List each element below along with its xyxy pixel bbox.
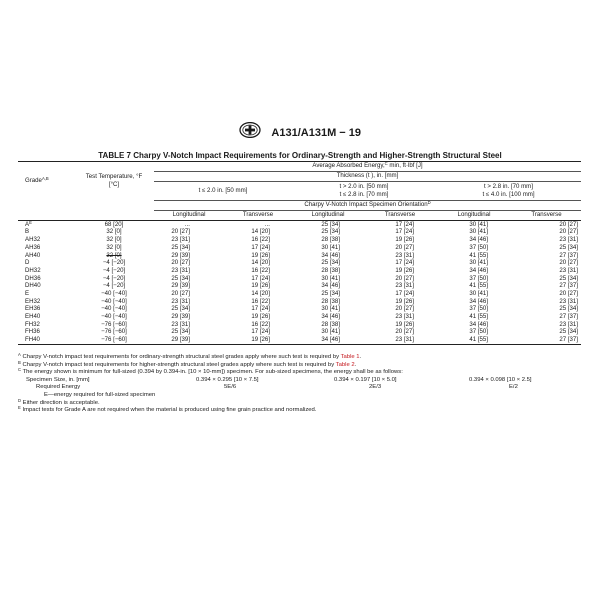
energy-value-cell: 25 [34] [171, 328, 190, 336]
energy-value-cell: 34 [46] [321, 282, 340, 290]
table-2-link[interactable]: Table 2 [335, 361, 355, 368]
astm-logo-icon [239, 122, 261, 143]
energy-value-cell: 23 [31] [395, 282, 414, 290]
energy-value-cell: 20 [27] [559, 228, 578, 236]
energy-value-cell: 34 [46] [321, 313, 340, 321]
test-temperature-cell: −4 [−20] [102, 266, 126, 274]
energy-value-cell: 23 [31] [559, 320, 578, 328]
energy-value-cell: 34 [46] [321, 251, 340, 259]
energy-definition: E—energy required for full-sized specimen [44, 391, 156, 398]
energy-value-cell: 28 [38] [321, 297, 340, 305]
header-thickness-range-2: t > 2.0 in. [50 mm] t ≤ 2.8 in. [70 mm] [292, 182, 436, 201]
grade-cell: AH36 [25, 243, 41, 251]
energy-value-cell: 25 [34] [321, 289, 340, 297]
table-body [18, 221, 581, 345]
grade-cell: EH32 [25, 297, 41, 305]
energy-value-cell: 23 [31] [171, 236, 190, 244]
header-orientation-longitudinal: Longitudinal [154, 211, 224, 221]
grade-cell: FH32 [25, 320, 40, 328]
energy-value-cell: 29 [39] [154, 336, 224, 344]
energy-value-cell: 19 [26] [224, 336, 292, 344]
energy-value-cell: 34 [46] [292, 336, 364, 344]
energy-value-cell: 25 [34] [559, 305, 578, 313]
energy-value-cell: 30 [41] [469, 259, 488, 267]
footnotes [18, 354, 583, 415]
test-temperature-cell: −76 [−60] [101, 320, 127, 328]
footnote-d: $^D$ Either direction is acceptable. [18, 397, 100, 406]
energy-value-cell: 20 [27] [559, 220, 578, 228]
energy-value-cell: 29 [39] [171, 251, 190, 259]
energy-value-cell: 16 [22] [251, 320, 270, 328]
energy-value-cell: 23 [31] [171, 297, 190, 305]
energy-value-cell: 28 [38] [321, 266, 340, 274]
energy-value-cell: 20 [27] [171, 289, 190, 297]
energy-value-cell: 37 [50] [469, 328, 488, 336]
table-row [18, 221, 581, 229]
table-1-link[interactable]: Table 1 [340, 354, 360, 360]
test-temperature-cell: 32 [0] [106, 243, 122, 251]
energy-value-cell: 30 [41] [469, 228, 488, 236]
energy-value-cell: 28 [38] [321, 320, 340, 328]
header-orientation-transverse: Transverse [364, 211, 436, 221]
energy-value-cell: 29 [39] [171, 313, 190, 321]
table-row [18, 236, 581, 244]
energy-value-cell: 34 [46] [469, 320, 488, 328]
energy-value-cell: 23 [31] [171, 266, 190, 274]
test-temperature-cell: 32 [0] [106, 251, 122, 259]
grade-cell: B [25, 228, 30, 236]
footnote-b: $^B$ Charpy V-notch impact test requirements for higher-strength structural steel grades apply where such test is required by Table 2. [18, 359, 357, 368]
footnote-a: $^A$ Charpy V-notch impact test requirements for ordinary-strength structural steel grades apply where such test is required by Table 1. [18, 352, 362, 360]
test-temperature-cell: −40 [−40] [101, 289, 127, 297]
grade-cell: FH40 [18, 336, 74, 344]
energy-value-cell: 20 [27] [395, 305, 414, 313]
grade-cell: DH36 [25, 274, 41, 282]
energy-value-cell: 17 [24] [395, 289, 414, 297]
energy-value-cell: 30 [41] [321, 328, 340, 336]
energy-value-cell: 20 [27] [171, 228, 190, 236]
table-row [18, 244, 581, 252]
energy-value-cell: 30 [41] [469, 220, 488, 228]
energy-value-cell: 28 [38] [321, 236, 340, 244]
energy-value-cell: 25 [34] [321, 228, 340, 236]
test-temperature-cell: −40 [−40] [101, 313, 127, 321]
document-designation: A131/A131M − 19 [271, 126, 362, 139]
energy-value-cell: 20 [27] [395, 243, 414, 251]
energy-value-cell: 25 [34] [171, 305, 190, 313]
energy-value-cell: 30 [41] [321, 305, 340, 313]
energy-value-cell: 37 [50] [469, 305, 488, 313]
energy-value-cell: 27 [37] [512, 336, 581, 344]
test-temperature-cell: 32 [0] [106, 236, 122, 244]
energy-value-cell: 41 [55] [436, 336, 512, 344]
header-test-temperature: Test Temperature, °F [°C] [74, 162, 154, 201]
energy-value-cell: 25 [34] [559, 243, 578, 251]
energy-value-cell: 20 [27] [559, 289, 578, 297]
energy-value-cell: 25 [34] [321, 220, 340, 228]
energy-value-cell: 20 [27] [395, 328, 414, 336]
header-thickness-range-1: t ≤ 2.0 in. [50 mm] [154, 182, 292, 201]
energy-value-cell: 23 [31] [395, 251, 414, 259]
energy-value-cell: ... [264, 220, 270, 228]
energy-value-cell: 23 [31] [171, 320, 190, 328]
energy-value-cell: 19 [26] [395, 236, 414, 244]
energy-value-cell: 19 [26] [251, 251, 270, 259]
energy-value-cell: 17 [24] [395, 259, 414, 267]
test-temperature-cell: −4 [−20] [102, 274, 126, 282]
energy-value-cell: 27 [37] [559, 313, 578, 321]
energy-value-cell: 23 [31] [559, 297, 578, 305]
energy-value-cell: 30 [41] [321, 274, 340, 282]
energy-value-cell: 25 [34] [171, 243, 190, 251]
grade-cell: FH36 [25, 328, 40, 336]
grade-cell: AH40 [25, 251, 41, 259]
energy-value-cell: 23 [31] [559, 236, 578, 244]
energy-value-cell: 17 [24] [251, 274, 270, 282]
grade-cell: EH40 [25, 313, 41, 321]
subsize-specimen-row: Specimen Size, in. [mm] 0.394 × 0.295 [10 × 7.5] 0.394 × 0.197 [10 × 5.0] 0.394 × 0.098 [10 × 2.5] [26, 376, 532, 383]
energy-value-cell: 25 [34] [171, 274, 190, 282]
energy-value-cell: 16 [22] [251, 266, 270, 274]
test-temperature-cell: −4 [−20] [102, 259, 126, 267]
energy-value-cell: 17 [24] [395, 220, 414, 228]
energy-value-cell: 30 [41] [469, 289, 488, 297]
energy-value-cell: 17 [24] [395, 228, 414, 236]
energy-value-cell: 27 [37] [559, 282, 578, 290]
energy-value-cell: 20 [27] [171, 259, 190, 267]
header-average-energy: Average Absorbed Energy,$^C$ min, ft·lbf [J] [154, 162, 581, 172]
grade-cell: D [25, 259, 30, 267]
header-grade: Grade$^{A,B}$ [18, 162, 74, 201]
header-orientation-longitudinal: Longitudinal [436, 211, 512, 221]
footnote-e: $^E$ Impact tests for Grade A are not required when the material is produced using fine grain practice and normalized. [18, 405, 317, 414]
energy-value-cell: 37 [50] [469, 243, 488, 251]
energy-value-cell: 20 [27] [559, 259, 578, 267]
energy-value-cell: 34 [46] [469, 236, 488, 244]
energy-value-cell: 27 [37] [559, 251, 578, 259]
energy-value-cell: 41 [55] [469, 313, 488, 321]
energy-value-cell: 14 [20] [251, 228, 270, 236]
energy-value-cell: 25 [34] [559, 328, 578, 336]
header-orientation-transverse: Transverse [512, 211, 581, 221]
test-temperature-cell: −76 [−60] [74, 336, 154, 344]
header-orientation-transverse: Transverse [224, 211, 292, 221]
energy-value-cell: 16 [22] [251, 297, 270, 305]
header-thickness: Thickness (t ), in. [mm] [154, 172, 581, 182]
energy-value-cell: 29 [39] [171, 282, 190, 290]
energy-value-cell: 20 [27] [395, 274, 414, 282]
table-title: TABLE 7 Charpy V-Notch Impact Requirements for Ordinary-Strength and Higher-Strength Structural Steel [98, 151, 502, 160]
header-orientation: Charpy V-Notch Impact Specimen Orientation$^D$ [154, 201, 581, 211]
energy-value-cell: 16 [22] [251, 236, 270, 244]
energy-value-cell: 23 [31] [364, 336, 436, 344]
test-temperature-cell: −76 [−60] [101, 328, 127, 336]
energy-value-cell: 41 [55] [469, 251, 488, 259]
energy-value-cell: 41 [55] [469, 282, 488, 290]
table-row [18, 336, 581, 344]
header-thickness-range-3: t > 2.8 in. [70 mm] t ≤ 4.0 in. [100 mm] [436, 182, 581, 201]
energy-value-cell: 23 [31] [559, 266, 578, 274]
energy-value-cell: 19 [26] [395, 320, 414, 328]
test-temperature-cell: −4 [−20] [102, 282, 126, 290]
grade-cell: AH32 [25, 236, 41, 244]
test-temperature-cell: −40 [−40] [101, 305, 127, 313]
grade-cell: EH36 [25, 305, 41, 313]
test-temperature-cell: 32 [0] [106, 228, 122, 236]
test-temperature-cell: −40 [−40] [101, 297, 127, 305]
energy-value-cell: 30 [41] [321, 243, 340, 251]
document-header [0, 122, 600, 143]
energy-value-cell: 25 [34] [321, 259, 340, 267]
energy-value-cell: 14 [20] [251, 259, 270, 267]
energy-value-cell: 17 [24] [251, 305, 270, 313]
table-row [18, 229, 581, 237]
energy-value-cell: 17 [24] [251, 328, 270, 336]
grade-cell: DH40 [25, 282, 41, 290]
energy-value-cell: 19 [26] [395, 266, 414, 274]
energy-value-cell: 19 [26] [395, 297, 414, 305]
grade-cell: $A^E$ [25, 219, 32, 228]
energy-value-cell: 17 [24] [251, 243, 270, 251]
subsize-energy-row: Required Energy 5E/6 2E/3 E/2 [36, 384, 518, 391]
grade-cell: DH32 [25, 266, 41, 274]
energy-value-cell: 23 [31] [395, 313, 414, 321]
grade-cell: E [25, 289, 30, 297]
energy-value-cell: 19 [26] [251, 282, 270, 290]
footnote-c: $^C$ The energy shown is minimum for full-sized (0.394 by 0.394-in. [10 × 10-mm]) specimen. For sub-sized specimens, the energy shall be as follows: [18, 367, 403, 376]
energy-value-cell: 34 [46] [469, 266, 488, 274]
header-orientation-longitudinal: Longitudinal [292, 211, 364, 221]
energy-value-cell: 37 [50] [469, 274, 488, 282]
energy-value-cell: ... [184, 220, 190, 228]
energy-value-cell: 19 [26] [251, 313, 270, 321]
energy-value-cell: 14 [20] [251, 289, 270, 297]
energy-value-cell: 25 [34] [559, 274, 578, 282]
energy-value-cell: 34 [46] [469, 297, 488, 305]
charpy-table [18, 161, 581, 345]
test-temperature-cell: 68 [20] [104, 220, 124, 228]
